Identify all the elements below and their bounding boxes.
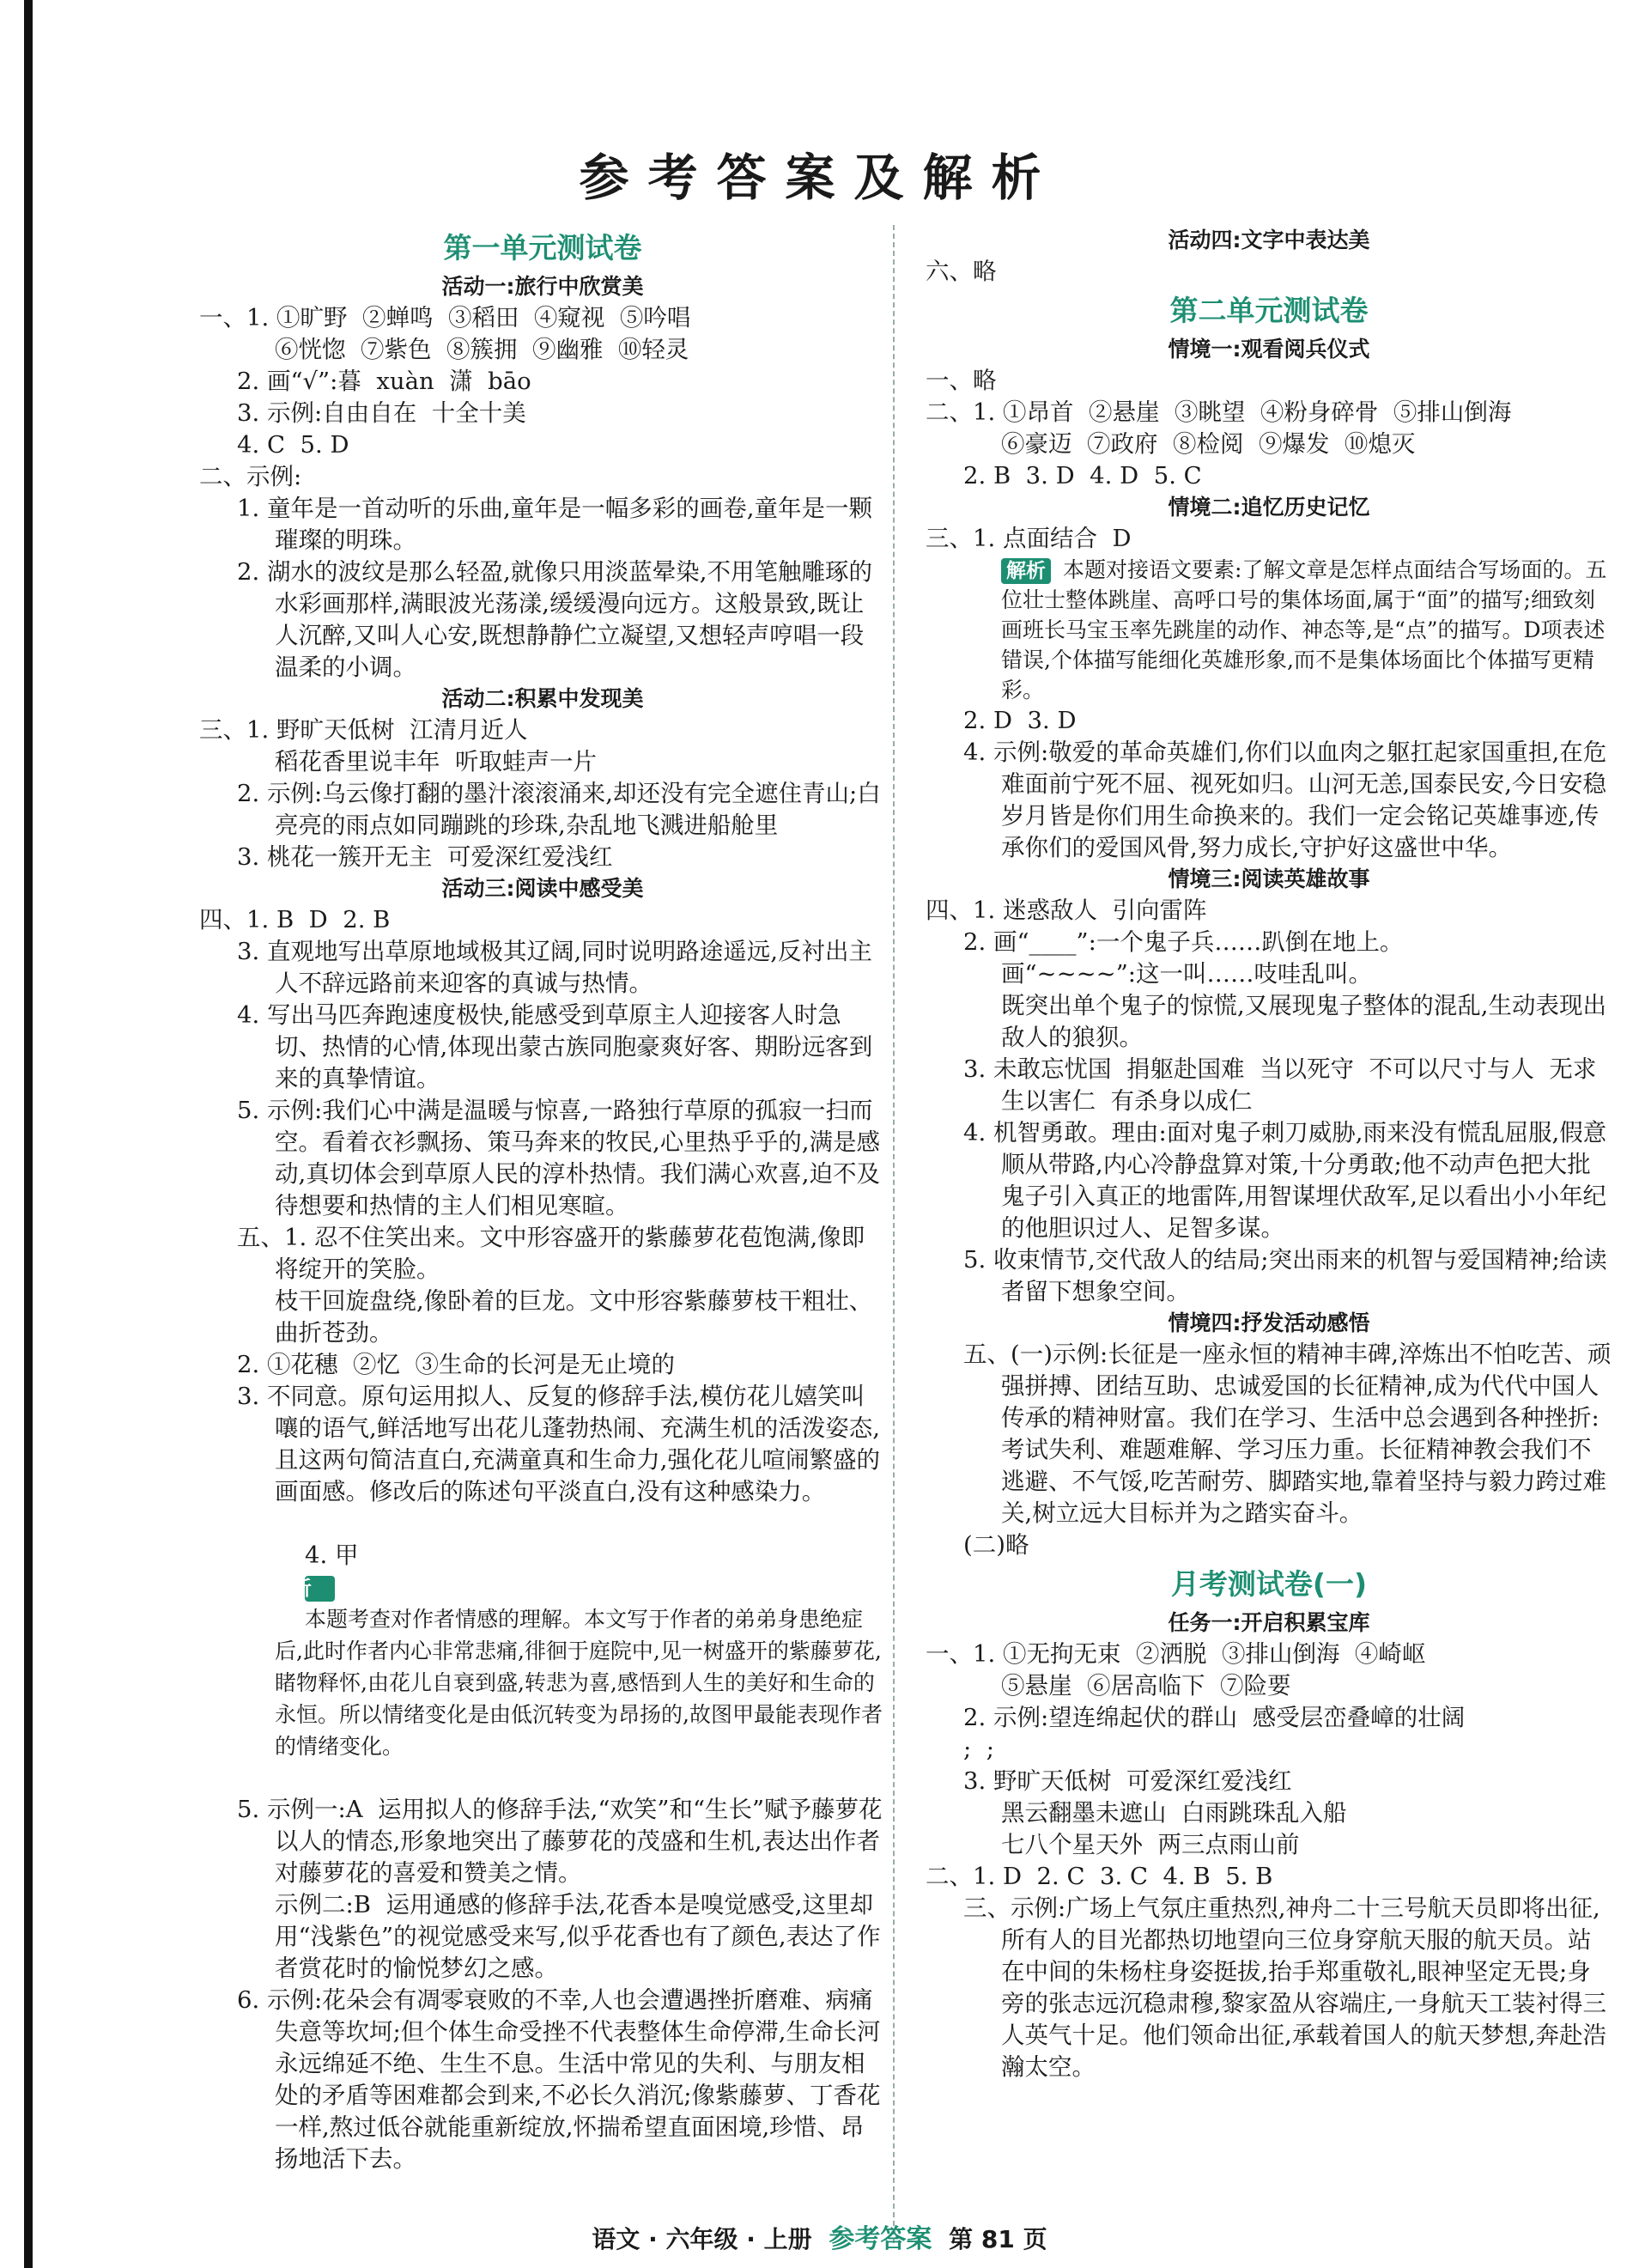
answer-line: 2. 画“√”:暮 xuàn 潇 bāo: [237, 368, 531, 395]
answer-line: ⑥恍惚 ⑦紫色 ⑧簇拥 ⑨幽雅 ⑩轻灵: [275, 336, 689, 363]
explanation-badge: 解析: [1001, 558, 1051, 584]
answer-line: 3. 桃花一簇开无主 可爱深红爱浅红: [237, 843, 613, 871]
explanation-block: [926, 555, 1612, 705]
answer-line: 4. C 5. D: [237, 431, 349, 459]
answer-line: 2. 画“____”:一个鬼子兵……趴倒在地上。: [963, 928, 1404, 956]
activity-title-4: 活动四:文字中表达美: [1168, 228, 1370, 252]
answer-line: 稻花香里说丰年 听取蛙声一片: [275, 748, 597, 775]
answer-label: 4. 甲: [304, 1541, 359, 1569]
explanation-badge: 解析: [305, 1576, 335, 1602]
answer-line: 三、示例:广场上气氛庄重热烈,神舟二十三号航天员即将出征,所有人的目光都热切地望向三位身穿航天服的航天员。站在中间的朱杨柱身姿挺拔,抬手郑重敬礼,眼神坚定无畏;身旁的张志远沉稳肃穆,黎家盈从容端庄,一身航天工装衬得三人英气十足。他们领命出征,承载着国人的航天梦想,奔赴浩瀚太空。: [963, 1894, 1606, 2081]
footer-subject: 语文 · 六年级 · 上册: [592, 2225, 812, 2253]
answer-line: 5. 示例一:A 运用拟人的修辞手法,“欢笑”和“生长”赋予藤萝花以人的情态,形象地突出了藤萝花的茂盛和生机,表达出作者对藤萝花的喜爱和赞美之情。: [237, 1796, 883, 1887]
answer-line: 五、1. 忍不住笑出来。文中形容盛开的紫藤萝花苞饱满,像即将绽开的笑脸。: [237, 1224, 865, 1283]
explanation-text: 本题对接语文要素:了解文章是怎样点面结合写场面的。五位壮士整体跳崖、高呼口号的集体场面,属于“面”的描写;细致刻画班长马宝玉率先跳崖的动作、神态等,是“点”的描写。D项表述错误,个体描写能细化英雄形象,而不是集体场面比个体描写更精彩。: [1001, 557, 1607, 702]
answer-line: 3. 不同意。原句运用拟人、反复的修辞手法,模仿花儿嬉笑叫嚷的语气,鲜活地写出花儿蓬勃热闹、充满生机的活泼姿态,且这两句简洁直白,充满童真和生命力,强化花儿喧闹繁盛的画面感。修改后的陈述句平淡直白,没有这种感染力。: [237, 1383, 880, 1505]
section-title-monthly-test: 月考测试卷(一): [1170, 1567, 1368, 1601]
left-column: [199, 225, 886, 2175]
answer-line: 一、1. ①旷野 ②蝉鸣 ③稻田 ④窥视 ⑤吟唱: [199, 304, 691, 331]
page-footer: [0, 2217, 1639, 2255]
answer-line: 4. 示例:敬爱的革命英雄们,你们以血肉之躯扛起家国重担,在危难面前宁死不屈、视死如归。山河无恙,国泰民安,今日安稳岁月皆是你们用生命换来的。我们一定会铭记英雄事迹,传承你们的爱国风骨,努力成长,守护好这盛世中华。: [963, 739, 1607, 861]
answer-line: 七八个星天外 两三点雨山前: [1001, 1831, 1300, 1858]
answer-line: 3. 直观地写出草原地域极其辽阔,同时说明路途遥远,反衬出主人不辞远路前来迎客的真诚与热情。: [237, 938, 872, 997]
scenario-title-4: 情境四:抒发活动感悟: [1168, 1310, 1370, 1335]
answer-line: 6. 示例:花朵会有凋零衰败的不幸,人也会遭遇挫折磨难、病痛失意等坎坷;但个体生命受挫不代表整体生命停滞,生命长河永远绵延不绝、生生不息。生活中常见的失利、与朋友相处的矛盾等困难都会到来,不必长久消沉;像紫藤萝、丁香花一样,熬过低谷就能重新绽放,怀揣希望直面困境,珍惜、昂扬地活下去。: [237, 1986, 881, 2173]
answer-line: (二)略: [963, 1531, 1029, 1559]
footer-answer-label: 参考答案: [829, 2224, 932, 2254]
answer-line: 2. ①花穗 ②忆 ③生命的长河是无止境的: [237, 1351, 675, 1378]
answer-line: 画“~~~~”:这一叫……吱哇乱叫。: [1001, 960, 1373, 988]
answer-line: 5. 收束情节,交代敌人的结局;突出雨来的机智与爱国精神;给读者留下想象空间。: [963, 1246, 1607, 1305]
answer-line: 三、1. 点面结合 D: [926, 525, 1132, 552]
answer-line: 4. 机智勇敢。理由:面对鬼子刺刀威胁,雨来没有慌乱屈服,假意顺从带路,内心冷静盘算对策,十分勇敢;他不动声色把大批鬼子引入真正的地雷阵,用智谋埋伏敌军,足以看出小小年纪的他胆识过人、足智多谋。: [963, 1119, 1607, 1242]
activity-title-1: 活动一:旅行中欣赏美: [441, 274, 644, 299]
answer-line: 2. D 3. D: [963, 707, 1077, 734]
answer-line: 六、略: [926, 258, 997, 285]
answer-line: ; ;: [963, 1736, 995, 1763]
right-column: [926, 225, 1612, 2083]
answer-line: 枝干回旋盘绕,像卧着的巨龙。文中形容紫藤萝枝干粗壮、曲折苍劲。: [275, 1287, 873, 1347]
answer-line: 示例二:B 运用通感的修辞手法,花香本是嗅觉感受,这里却用“浅紫色”的视觉感受来写,似乎花香也有了颜色,表达了作者赏花时的愉悦梦幻之感。: [275, 1891, 881, 1982]
answer-line: ⑤悬崖 ⑥居高临下 ⑦险要: [1001, 1672, 1291, 1699]
scenario-title-2: 情境二:追忆历史记忆: [1168, 495, 1370, 520]
activity-title-2: 活动二:积累中发现美: [441, 686, 644, 711]
answer-line: 三、1. 野旷天低树 江清月近人: [199, 716, 528, 744]
answer-line: 二、1. ①昂首 ②悬崖 ③眺望 ④粉身碎骨 ⑤排山倒海: [926, 398, 1512, 426]
column-divider: [893, 225, 895, 2243]
section-title-unit1: 第一单元测试卷: [443, 231, 642, 264]
answer-line: 既突出单个鬼子的惊慌,又展现鬼子整体的混乱,生动表现出敌人的狼狈。: [1001, 992, 1606, 1051]
answer-line: 二、1. D 2. C 3. C 4. B 5. B: [926, 1863, 1273, 1890]
answer-line: 二、示例:: [199, 463, 302, 490]
explanation-block: [199, 1508, 886, 1794]
activity-title-3: 活动三:阅读中感受美: [441, 876, 644, 901]
answer-line: 3. 未敢忘忧国 捐躯赴国难 当以死守 不可以尺寸与人 无求生以害仁 有杀身以成仁: [963, 1055, 1597, 1115]
explanation-text: 本题考查对作者情感的理解。本文写于作者的弟弟身患绝症后,此时作者内心非常悲痛,徘徊于庭院中,见一树盛开的紫藤萝花,睹物释怀,由花儿自衰到盛,转悲为喜,感悟到人生的美好和生命的永恒。所以情绪变化是由低沉转变为昂扬的,故图甲最能表现作者的情绪变化。: [275, 1607, 883, 1759]
answer-line: 四、1. B D 2. B: [199, 906, 391, 933]
answer-line: 2. B 3. D 4. D 5. C: [963, 462, 1202, 489]
answer-line: 3. 示例:自由自在 十全十美: [237, 399, 526, 427]
page-edge-bar: [24, 0, 33, 2268]
answer-line: 5. 示例:我们心中满是温暖与惊喜,一路独行草原的孤寂一扫而空。看着衣衫飘扬、策马奔来的牧民,心里热乎乎的,满是感动,真切体会到草原人民的淳朴热情。我们满心欢喜,迫不及待想要和热情的主人们相见寒暄。: [237, 1097, 880, 1219]
answer-line: 2. 示例:乌云像打翻的墨汁滚滚涌来,却还没有完全遮住青山;白亮亮的雨点如同蹦跳的珍珠,杂乱地飞溅进船舱里: [237, 780, 881, 839]
answer-line: 四、1. 迷惑敌人 引向雷阵: [926, 897, 1207, 924]
answer-line: 一、1. ①无拘无束 ②洒脱 ③排山倒海 ④崎岖: [926, 1640, 1426, 1668]
answer-line: ⑥豪迈 ⑦政府 ⑧检阅 ⑨爆发 ⑩熄灭: [1001, 430, 1416, 458]
answer-line: 4. 写出马匹奔跑速度极快,能感受到草原主人迎接客人时急切、热情的心情,体现出蒙古族同胞豪爽好客、期盼远客到来的真挚情谊。: [237, 1001, 873, 1092]
answer-line: 一、略: [926, 367, 997, 394]
answer-line: 3. 野旷天低树 可爱深红爱浅红: [963, 1767, 1292, 1795]
section-title-unit2: 第二单元测试卷: [1169, 294, 1369, 327]
answer-line: 1. 童年是一首动听的乐曲,童年是一幅多彩的画卷,童年是一颗璀璨的明珠。: [237, 495, 872, 554]
answer-line: 五、(一)示例:长征是一座永恒的精神丰碑,淬炼出不怕吃苦、顽强拼搏、团结互助、忠诚爱国的长征精神,成为代代中国人传承的精神财富。我们在学习、生活中总会遇到各种挫折:考试失利、难题难解、学习压力重。长征精神教会我们不逃避、不气馁,吃苦耐劳、脚踏实地,靠着坚持与毅力跨过难关,树立远大目标并为之踏实奋斗。: [963, 1341, 1612, 1527]
answer-line: 黑云翻墨未遮山 白雨跳珠乱入船: [1001, 1799, 1347, 1827]
footer-page-number: 第 81 页: [949, 2225, 1047, 2253]
page-title: 参考答案及解析: [579, 149, 1060, 207]
scenario-title-1: 情境一:观看阅兵仪式: [1168, 337, 1370, 362]
scenario-title-3: 情境三:阅读英雄故事: [1168, 866, 1370, 891]
answer-line: 2. 示例:望连绵起伏的群山 感受层峦叠嶂的壮阔: [963, 1704, 1466, 1731]
task-title-1: 任务一:开启积累宝库: [1168, 1610, 1370, 1635]
answer-line: 2. 湖水的波纹是那么轻盈,就像只用淡蓝晕染,不用笔触雕琢的水彩画那样,满眼波光荡漾,缓缓漫向远方。这般景致,既让人沉醉,又叫人心安,既想静静伫立凝望,又想轻声哼唱一段温柔的小调。: [237, 558, 872, 681]
